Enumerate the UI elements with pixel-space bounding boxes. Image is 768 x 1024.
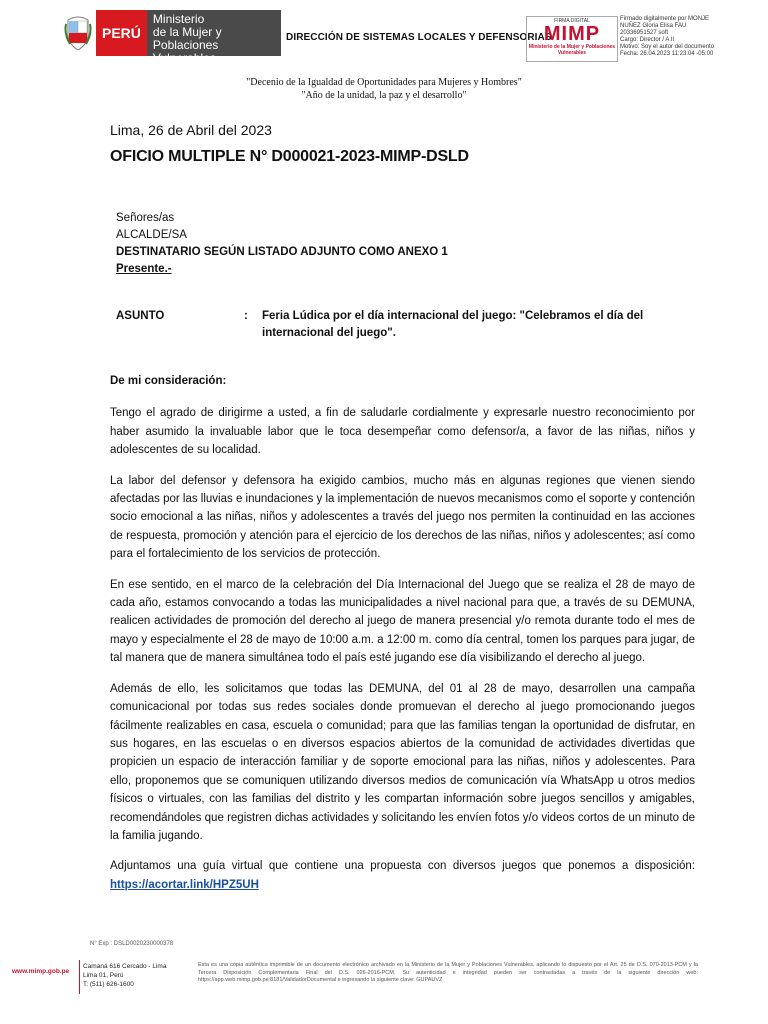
greeting: De mi consideración:	[110, 375, 227, 387]
paragraph-2: La labor del defensor y defensora ha exigido cambios, mucho más en algunas regiones que vienen siendo afectadas por las lluvias e inundaciones y la implementación de nuevos mecanismos como el soporte y contención socio emocional a las niñas, niños y adolescentes a través del juego nos permiten la continuidad en las acciones de respuesta, promoción y atención para el ejercicio de los derechos de las niñas, niños y adolescentes; así como para el fortalecimiento de los servicios de protección.	[110, 474, 695, 561]
decenio-line-1: "Decenio de la Igualdad de Oportunidades para Mujeres y Hombres"	[246, 77, 522, 88]
signature-logo-top: FIRMA DIGITAL	[554, 18, 590, 24]
letterhead	[64, 10, 736, 65]
decenio-line-2: "Año de la unidad, la paz y el desarrollo"	[301, 90, 467, 101]
subject-label: ASUNTO	[116, 310, 165, 322]
footer-legal-notice: Esta es una copia auténtica imprimible de un documento electrónico archivado en la Ministerio de la Mujer y Poblaciones Vulnerables, aplicando lo dispuesto por el Art. 25 de D.S. 070-2013-PCM y la Tercera Disposición Complementaria Final del D.S. 026-2016-PCM. Su autenticidad e integridad pueden ser contrastadas a través de la siguiente dirección web: https://app.web.mimp.gob.pe:8181/ValidadorDocumental e ingresando la siguiente clave: GUPAUVZ	[198, 962, 698, 983]
footer	[0, 958, 768, 998]
expediente-number: N° Exp : DSLD0020230000378	[90, 941, 174, 947]
recipient-line-1: Señores/as	[116, 212, 175, 224]
direction-name: DIRECCIÓN DE SISTEMAS LOCALES Y DEFENSORIAS	[286, 32, 552, 43]
letter-body	[110, 372, 695, 906]
ministry-name	[147, 10, 281, 65]
digital-signature-logo	[526, 16, 618, 62]
subject-colon: :	[244, 310, 248, 322]
paragraph-5-text: Adjuntamos una guía virtual que contiene una propuesta con diversos juegos que ponemos a disposición:	[110, 860, 695, 873]
ministry-line-2: de la Mujer y	[152, 25, 222, 39]
footer-address-2: Lima 01, Perú	[83, 972, 124, 979]
footer-phone: T: (511) 626-1600	[83, 981, 134, 988]
ministry-line-3: Poblaciones Vulnerables	[152, 38, 219, 65]
guide-link[interactable]: https://acortar.link/HPZ5UH	[110, 878, 259, 891]
paragraph-4: Además de ello, les solicitamos que todas las DEMUNA, del 01 al 28 de mayo, desarrollen una campaña comunicacional por todas sus redes sociales donde promuevan el derecho al juego promocionando juegos fácilmente realizables en casa, escuela o comunidad; para que las familias tengan la oportunidad de disfrutar, en sus hogares, en las escuelas o en diversos espacios abiertos de la comunidad de actividades divertidas que propicien un espacio de interacción familiar y de soporte emocional para las niñas, niños y adolescentes. Para ello, proponemos que se comuniquen utilizando diversos medios de comunicación vía WhatsApp u otros medios físicos o virtuales, con las familias del distrito y les compartan información sobre juegos sencillos y amigables, recomendándoles que registren dichas actividades y solicitando les envíen fotos y/o videos cortos de un minuto de la familia jugando.	[110, 682, 695, 842]
coat-of-arms-icon	[64, 14, 92, 52]
paragraph-1: Tengo el agrado de dirigirme a usted, a fin de saludarle cordialmente y expresarle nuestro reconocimiento por haber asumido la invaluable labor que le toca desempeñar como defensor/a, a favor de las niñas, niños y adolescentes de su localidad.	[110, 407, 695, 457]
ministry-line-1: Ministerio	[152, 12, 205, 26]
recipient-line-2: ALCALDE/SA	[116, 229, 187, 241]
signature-logo-sub: Ministerio de la Mujer y Poblaciones Vulnerables	[528, 44, 616, 56]
digital-signature-text: Firmado digitalmente por MONJE NUÑEZ Gloria Elisa FAU 20336951527 soft Cargo: Director / A II Motivo: Soy el autor del documento Fecha: 26.04.2023 11:23:04 -05:00	[620, 16, 715, 57]
subject-text: Feria Lúdica por el día internacional del juego: "Celebramos el día del internacional del juego".	[262, 310, 644, 339]
ministry-logo	[64, 10, 281, 65]
paragraph-5	[110, 857, 695, 894]
signature-logo-brand: MIMP	[543, 23, 601, 45]
paragraph-3: En ese sentido, en el marco de la celebración del Día Internacional del Juego que se realiza el 28 de mayo de cada año, estamos convocando a todas las municipalidades a nivel nacional para que, a través de su DEMUNA, realicen actividades de promoción del derecho al juego de manera presencial y/o remota durante todo el mes de mayo y especialmente el 28 de mayo de 10:00 a.m. a 12:00 m. como día central, tomen los parques para jugar, de tal manera que de manera simultánea todo el país esté jugando ese día visibilizando el derecho al juego.	[110, 578, 695, 665]
decenio-header	[0, 76, 768, 102]
document-title: OFICIO MULTIPLE N° D000021-2023-MIMP-DSLD	[110, 148, 469, 165]
footer-address	[83, 962, 166, 989]
footer-address-1: Camaná 616 Cercado - Lima	[83, 963, 167, 970]
document-date: Lima, 26 de Abril del 2023	[110, 122, 272, 138]
recipient-line-3: DESTINATARIO SEGÚN LISTADO ADJUNTO COMO ANEXO 1	[116, 246, 448, 258]
recipient-block	[116, 210, 448, 278]
presente-label: Presente.-	[116, 263, 172, 275]
peru-label: PERÚ	[96, 10, 147, 56]
footer-website[interactable]: www.mimp.gob.pe	[12, 968, 70, 975]
footer-divider	[79, 960, 80, 994]
